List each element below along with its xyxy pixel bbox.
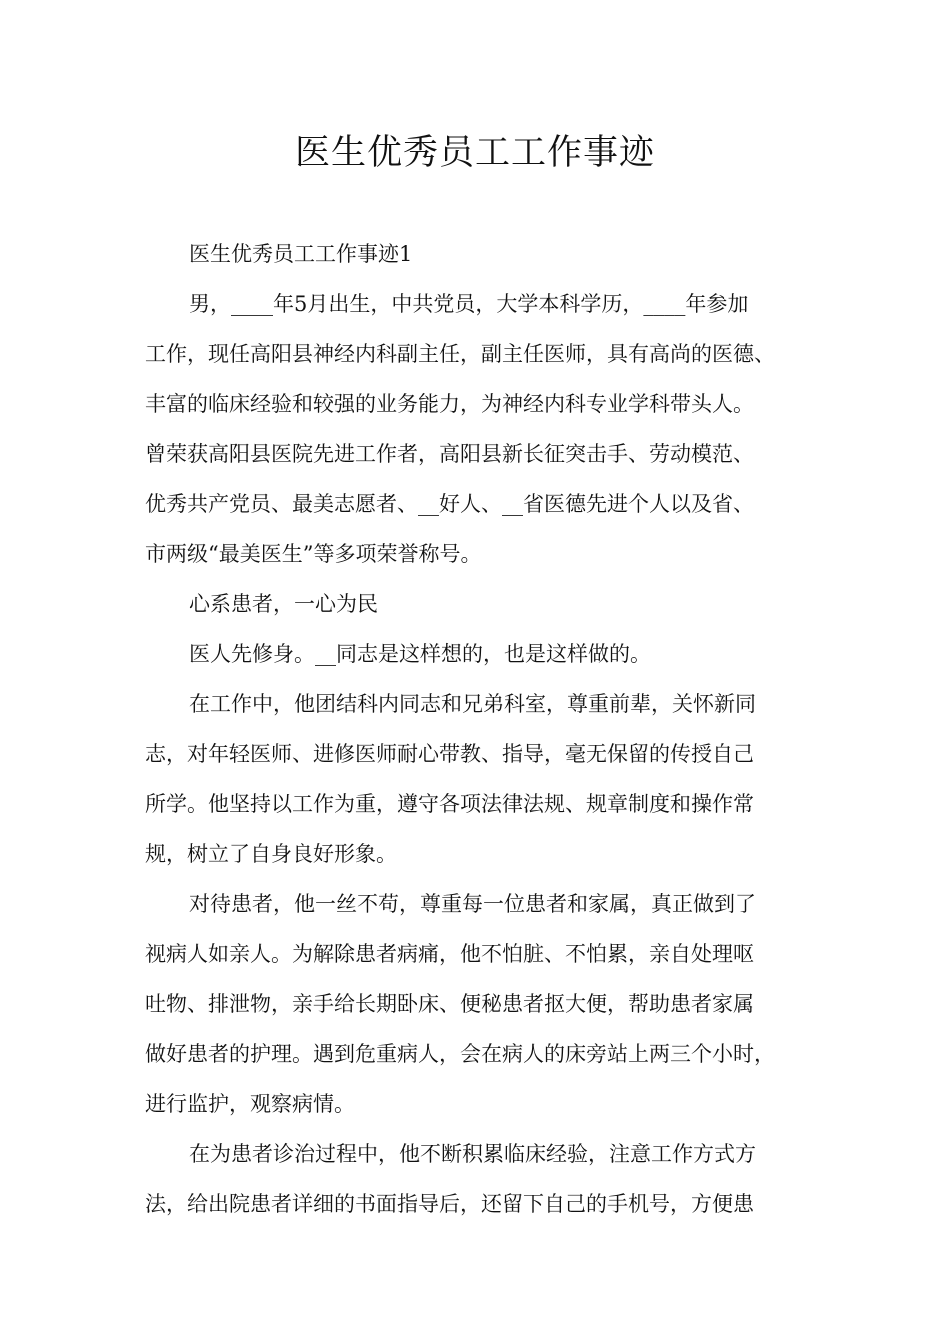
paragraph-line: 进行监护，观察病情。: [145, 1092, 355, 1116]
paragraph-line: 曾荣获高阳县医院先进工作者，高阳县新长征突击手、劳动模范、: [145, 442, 754, 466]
paragraph-line: 市两级“最美医生”等多项荣誉称号。: [145, 542, 482, 566]
document-title: 医生优秀员工工作事迹: [294, 133, 655, 173]
paragraph-line: 丰富的临床经验和较强的业务能力，为神经内科专业学科带头人。: [145, 392, 754, 416]
paragraph-line: 工作，现任高阳县神经内科副主任，副主任医师，具有高尚的医德、: [145, 342, 775, 366]
paragraph-line: 做好患者的护理。遇到危重病人，会在病人的床旁站上两三个小时，: [145, 1042, 775, 1066]
section-heading: 医生优秀员工工作事迹1: [189, 242, 413, 266]
paragraph-line: 法，给出院患者详细的书面指导后，还留下自己的手机号，方便患: [145, 1192, 754, 1216]
paragraph-line: 在工作中，他团结科内同志和兄弟科室，尊重前辈，关怀新同: [189, 692, 756, 716]
paragraph-line: 医人先修身。__同志是这样想的，也是这样做的。: [189, 642, 651, 666]
paragraph-line: 优秀共产党员、最美志愿者、__好人、__省医德先进个人以及省、: [145, 492, 754, 516]
paragraph-line: 志，对年轻医师、进修医师耐心带教、指导，毫无保留的传授自己: [145, 742, 754, 766]
paragraph-line: 视病人如亲人。为解除患者病痛，他不怕脏、不怕累，亲自处理呕: [145, 942, 754, 966]
paragraph-line: 在为患者诊治过程中，他不断积累临床经验，注意工作方式方: [189, 1142, 756, 1166]
paragraph-line: 所学。他坚持以工作为重，遵守各项法律法规、规章制度和操作常: [145, 792, 754, 816]
paragraph-line: 男，____年5月出生，中共党员，大学本科学历，____年参加: [189, 292, 749, 316]
subheading: 心系患者，一心为民: [189, 592, 378, 616]
paragraph-line: 对待患者，他一丝不苟，尊重每一位患者和家属，真正做到了: [189, 892, 756, 916]
paragraph-line: 规，树立了自身良好形象。: [145, 842, 397, 866]
paragraph-line: 吐物、排泄物，亲手给长期卧床、便秘患者抠大便，帮助患者家属: [145, 992, 754, 1016]
